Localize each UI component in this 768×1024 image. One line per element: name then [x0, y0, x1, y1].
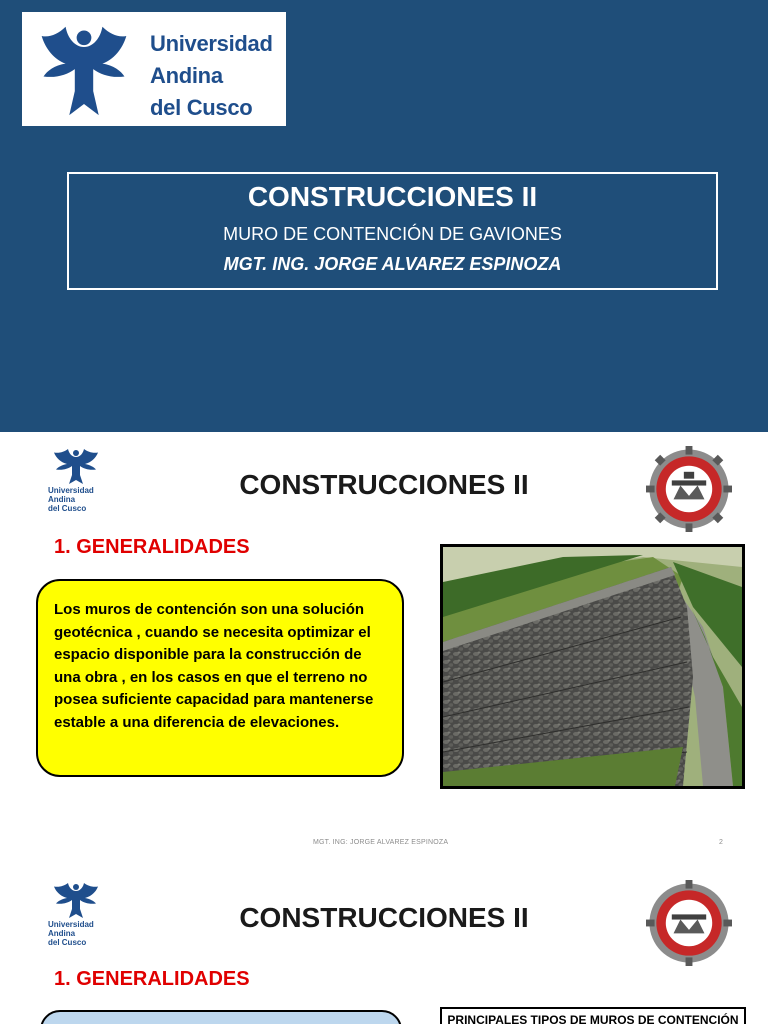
logo-line-1: Universidad [150, 31, 273, 56]
logo-line-3: del Cusco [150, 95, 253, 120]
definition-callout-blue [40, 1010, 402, 1024]
footer-author: MGT. ING: JORGE ALVAREZ ESPINOZA [313, 839, 449, 846]
figure-caption: PRINCIPALES TIPOS DE MUROS DE CONTENCIÓN [440, 1007, 746, 1024]
topic-subtitle: MURO DE CONTENCIÓN DE GAVIONES [223, 224, 562, 244]
course-title: CONSTRUCCIONES II [247, 181, 538, 212]
university-logo [22, 12, 286, 126]
school-seal-icon [646, 446, 732, 532]
school-seal-icon [646, 880, 732, 966]
section-heading: 1. GENERALIDADES [54, 536, 250, 558]
gabion-wall-illustration [443, 547, 742, 786]
logo-line-3: del Cusco [48, 504, 87, 513]
logo-line-3: del Cusco [48, 938, 87, 947]
eagle-logo-icon [38, 18, 130, 122]
slide-title: CONSTRUCCIONES II [239, 902, 529, 933]
page-number: 2 [719, 839, 723, 846]
content-slide-3 [0, 864, 768, 1024]
title-frame [67, 172, 718, 290]
definition-text: Los muros de contención son una solución geotécnica , cuando se necesita optimizar el espacio disponible para la construcción de una obra , en los casos en que el terreno no posea suficiente capacidad para mantenerse estable a una diferencia de elevaciones. [54, 601, 374, 731]
logo-line-2: Andina [150, 63, 223, 88]
slide-title: CONSTRUCCIONES II [239, 469, 529, 500]
content-slide-2 [0, 432, 768, 864]
logo-line-2: Andina [48, 495, 76, 504]
definition-callout [36, 579, 404, 777]
author-name: MGT. ING. JORGE ALVAREZ ESPINOZA [223, 254, 562, 274]
logo-line-1: Universidad [48, 920, 94, 929]
logo-line-1: Universidad [48, 486, 94, 495]
logo-wordmark [150, 28, 273, 124]
gabion-wall-photo [440, 544, 745, 789]
title-slide [0, 0, 768, 432]
section-heading: 1. GENERALIDADES [54, 968, 250, 990]
logo-line-2: Andina [48, 929, 76, 938]
